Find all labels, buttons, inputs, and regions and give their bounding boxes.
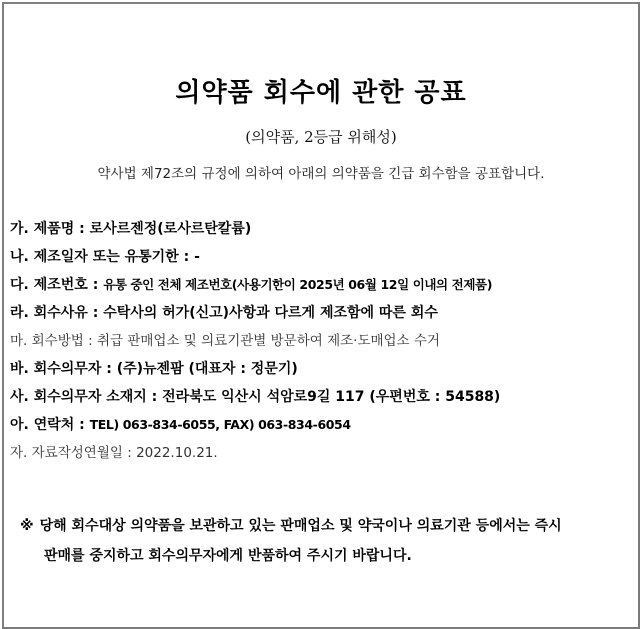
item-prefix: 마.	[10, 333, 28, 349]
item-separator: :	[87, 305, 104, 321]
item-document-date	[10, 444, 630, 472]
notice-line-2: 판매를 중지하고 회수의무자에게 반품하여 주시기 바랍니다.	[44, 548, 412, 564]
item-recall-party-address	[10, 388, 630, 416]
item-prefix: 사.	[10, 389, 29, 405]
document-frame	[2, 2, 640, 629]
intro-text: 약사법 제72조의 규정에 의하여 아래의 의약품을 긴급 회수함을 공표합니다.	[97, 166, 545, 182]
item-separator: :	[83, 333, 97, 349]
item-lot-number	[10, 276, 630, 304]
notice-text	[20, 511, 632, 571]
item-value: (주)뉴젠팜 (대표자 : 정문기)	[116, 361, 298, 377]
item-separator: :	[146, 389, 163, 405]
item-value: 수탁사의 허가(신고)사항과 다르게 제조함에 따른 회수	[103, 305, 438, 321]
item-contact	[10, 416, 630, 444]
item-separator: :	[74, 221, 90, 237]
item-value: TEL) 063-834-6055, FAX) 063-834-6054	[89, 417, 351, 432]
item-prefix: 바.	[10, 361, 29, 377]
item-label: 회수의무자	[33, 361, 102, 377]
item-value: -	[194, 249, 200, 265]
item-prefix: 가.	[10, 221, 29, 237]
item-prefix: 자.	[10, 445, 28, 461]
item-separator: :	[74, 417, 90, 433]
item-label: 회수의무자 소재지	[33, 389, 147, 405]
item-product-name	[10, 220, 630, 248]
item-label: 연락처	[33, 417, 75, 433]
item-separator: :	[87, 277, 104, 293]
item-value: 로사르젠정(로사르탄칼륨)	[89, 221, 252, 237]
item-label: 회수사유	[33, 305, 88, 321]
document-subtitle: (의약품, 2등급 위해성)	[245, 128, 397, 146]
item-label: 제품명	[33, 221, 75, 237]
item-label: 자료작성연월일	[31, 445, 123, 461]
item-value: 2022.10.21.	[136, 445, 218, 461]
item-value: 전라북도 익산시 석암로9길 117 (우편번호 : 54588)	[162, 389, 501, 405]
item-separator: :	[101, 361, 117, 377]
item-recall-party	[10, 360, 630, 388]
item-prefix: 나.	[10, 249, 29, 265]
item-label: 제조일자 또는 유통기한	[33, 249, 179, 265]
item-label: 회수방법	[31, 333, 84, 349]
item-value: 취급 판매업소 및 의료기관별 방문하여 제조·도매업소 수거	[96, 333, 440, 349]
item-recall-method	[10, 332, 630, 360]
notice-line-1: 당해 회수대상 의약품을 보관하고 있는 판매업소 및 약국이나 의료기관 등에서는 즉시	[39, 518, 562, 534]
item-recall-reason	[10, 304, 630, 332]
item-value: 유통 중인 전체 제조번호(사용기한이 2025년 06월 12일 이내의 전제품)	[103, 277, 493, 292]
item-separator: :	[178, 249, 195, 265]
item-prefix: 라.	[10, 305, 29, 321]
recall-details-list	[10, 220, 630, 472]
item-prefix: 아.	[10, 417, 29, 433]
item-prefix: 다.	[10, 277, 29, 293]
item-separator: :	[122, 445, 137, 461]
document-title: 의약품 회수에 관한 공표	[175, 78, 467, 108]
item-manufacture-date	[10, 248, 630, 276]
item-label: 제조번호	[33, 277, 88, 293]
reference-mark-icon: ※	[20, 518, 34, 534]
